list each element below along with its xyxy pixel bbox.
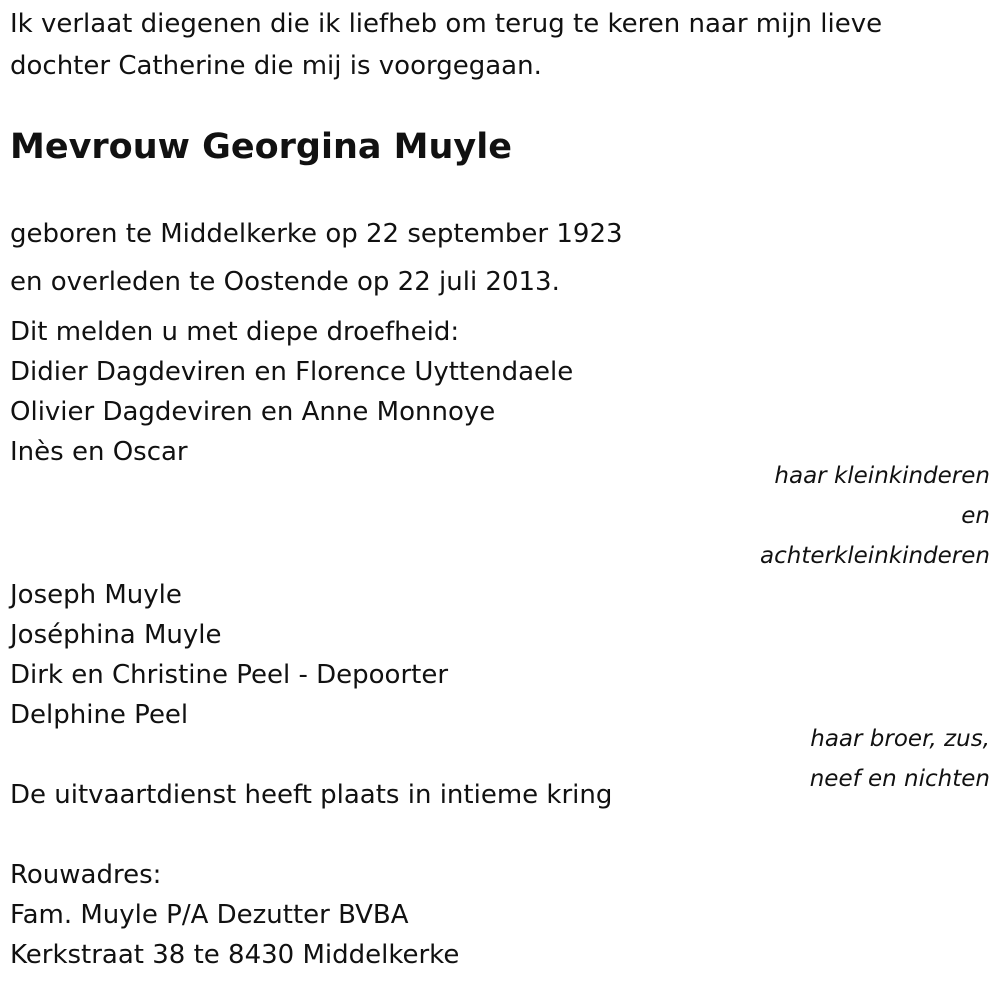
intro-line-2: dochter Catherine die mij is voorgegaan.: [10, 51, 542, 81]
sibling-name-2: Joséphina Muyle: [10, 620, 222, 650]
death-line: en overleden te Oostende op 22 juli 2013.: [10, 267, 560, 297]
relative-name-3: Dirk en Christine Peel - Depoorter: [10, 660, 449, 690]
great-grandchildren-names: Inès en Oscar: [10, 437, 188, 467]
address-label: Rouwadres:: [10, 860, 162, 890]
grandchildren-role-3: achterkleinkinderen: [760, 543, 990, 569]
funeral-service-note: De uitvaartdienst heeft plaats in intieme kring: [10, 780, 613, 810]
sibling-name-1: Joseph Muyle: [10, 580, 182, 610]
grandchildren-role-2: en: [961, 503, 990, 529]
birth-line: geboren te Middelkerke op 22 september 1923: [10, 219, 623, 249]
grandchildren-role-1: haar kleinkinderen: [774, 463, 990, 489]
grandchildren-name-1: Didier Dagdeviren en Florence Uyttendaele: [10, 357, 574, 387]
deceased-name: Mevrouw Georgina Muyle: [10, 127, 512, 167]
address-line-2: Kerkstraat 38 te 8430 Middelkerke: [10, 940, 460, 970]
grandchildren-name-2: Olivier Dagdeviren en Anne Monnoye: [10, 397, 496, 427]
intro-line-1: Ik verlaat diegenen die ik liefheb om terug te keren naar mijn lieve: [10, 9, 883, 39]
relative-name-4: Delphine Peel: [10, 700, 189, 730]
address-line-1: Fam. Muyle P/A Dezutter BVBA: [10, 900, 409, 930]
announcers-heading: Dit melden u met diepe droefheid:: [10, 317, 460, 347]
siblings-role-1: haar broer, zus,: [810, 726, 990, 752]
siblings-role-2: neef en nichten: [809, 766, 990, 792]
